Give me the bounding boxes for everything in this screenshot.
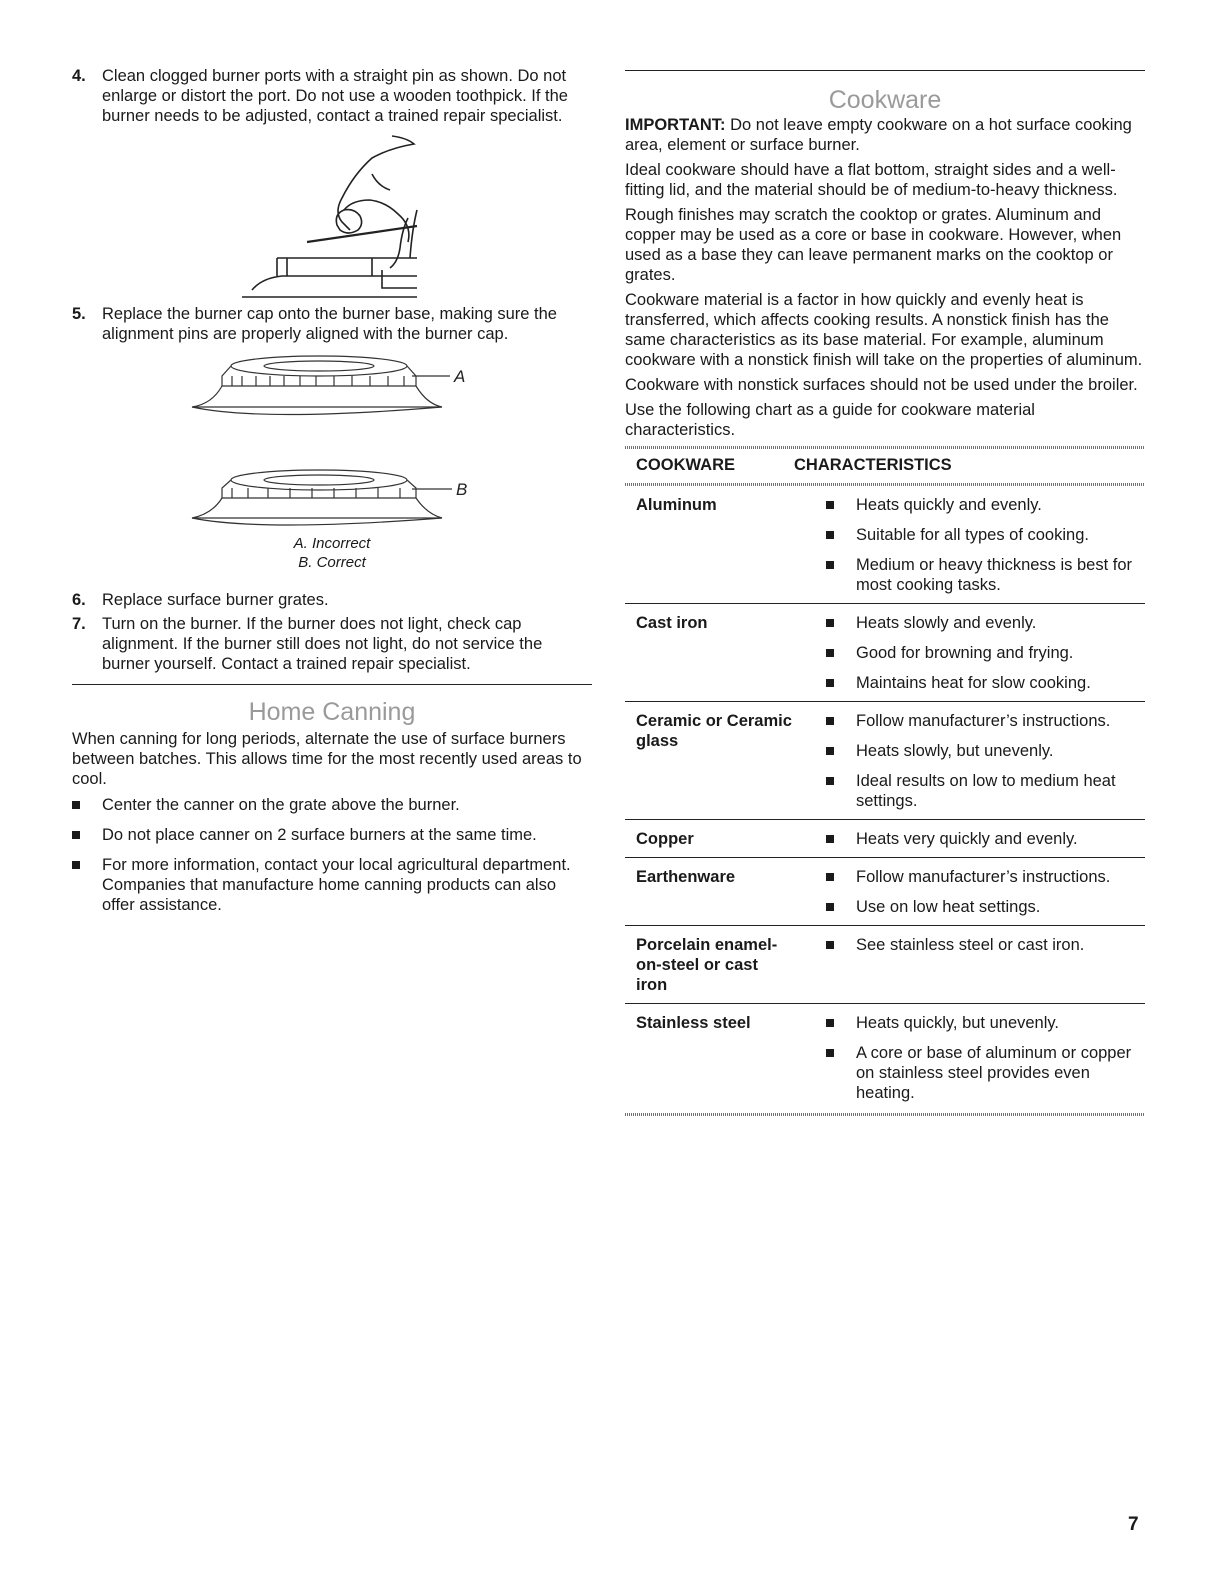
characteristics-cell <box>826 486 1145 604</box>
characteristic: Follow manufacturer’s instructions. <box>856 712 1111 730</box>
figure-caption <box>72 534 592 572</box>
table-row <box>625 604 1145 702</box>
section-divider <box>625 70 1145 71</box>
step-6 <box>72 590 592 610</box>
cookware-name: Aluminum <box>625 486 826 604</box>
step-7 <box>72 614 592 674</box>
pin-cleaning-illustration <box>72 130 592 300</box>
characteristic: Heats slowly and evenly. <box>856 614 1037 632</box>
paragraph: Cookware material is a factor in how quickly and evenly heat is transferred, which affects cooking results. A nonstick finish has the same characteristics as its base material. For example, aluminum cookware with a nonstick finish will take on the properties of aluminum. <box>625 291 1143 369</box>
burner-cap-illustration <box>72 352 592 532</box>
important-text: Do not leave empty cookware on a hot surface cooking area, element or surface burner. <box>625 116 1132 154</box>
bullet-icon <box>826 679 834 687</box>
list-item <box>826 555 1145 595</box>
cookware-name: Cast iron <box>625 604 826 702</box>
list-item <box>826 643 1145 663</box>
table-header-row <box>625 449 1145 483</box>
characteristic: Heats slowly, but unevenly. <box>856 742 1054 760</box>
characteristic: See stainless steel or cast iron. <box>856 936 1085 954</box>
home-canning-title: Home Canning <box>248 698 416 726</box>
bullet-icon <box>72 861 80 869</box>
characteristic: Maintains heat for slow cooking. <box>856 674 1091 692</box>
list-item <box>826 711 1145 731</box>
table-row <box>625 702 1145 820</box>
list-item <box>826 867 1145 887</box>
caption-a: A. Incorrect <box>293 535 371 552</box>
step-number: 7. <box>72 615 86 633</box>
paragraph: Cookware with nonstick surfaces should not be used under the broiler. <box>625 376 1138 394</box>
table-row <box>625 1004 1145 1112</box>
bullet-icon <box>826 777 834 785</box>
table-header-rule <box>625 483 1145 486</box>
step-4 <box>72 66 592 126</box>
characteristic: Heats quickly and evenly. <box>856 496 1042 514</box>
table-top-rule <box>625 446 1145 449</box>
cookware-table <box>625 449 1145 483</box>
characteristics-cell <box>826 1004 1145 1112</box>
page-number: 7 <box>1128 1514 1139 1535</box>
figure-label-b: B <box>456 480 468 499</box>
bullet-icon <box>826 649 834 657</box>
characteristic: Heats quickly, but unevenly. <box>856 1014 1059 1032</box>
list-item <box>826 613 1145 633</box>
bullet-icon <box>826 1019 834 1027</box>
bullet-icon <box>72 831 80 839</box>
paragraph: Rough finishes may scratch the cooktop or grates. Aluminum and copper may be used as a core or base in cookware. However, when used as a base they can leave permanent marks on the cooktop or grates. <box>625 206 1122 284</box>
table-row <box>625 820 1145 858</box>
step-number: 6. <box>72 591 86 609</box>
list-item <box>72 855 592 915</box>
step-number: 5. <box>72 305 86 323</box>
bullet-icon <box>826 835 834 843</box>
characteristic: Use on low heat settings. <box>856 898 1041 916</box>
characteristics-cell <box>826 604 1145 702</box>
list-item <box>826 1043 1145 1103</box>
table-row <box>625 858 1145 926</box>
burner-cap-icon <box>72 352 592 532</box>
bullet-icon <box>826 501 834 509</box>
characteristic: Ideal results on low to medium heat settings. <box>856 772 1116 810</box>
list-item <box>826 495 1145 515</box>
characteristic: Suitable for all types of cooking. <box>856 526 1089 544</box>
cookware-name: Copper <box>625 820 826 858</box>
bullet-icon <box>826 1049 834 1057</box>
list-item <box>826 673 1145 693</box>
step-text: Turn on the burner. If the burner does not light, check cap alignment. If the burner still does not light, do not service the burner yourself. Contact a trained repair specialist. <box>102 615 543 673</box>
list-item <box>826 935 1145 955</box>
section-divider <box>72 684 592 685</box>
column-header: CHARACTERISTICS <box>794 456 952 474</box>
table-row <box>625 486 1145 604</box>
characteristics-cell <box>826 858 1145 926</box>
bullet-icon <box>826 561 834 569</box>
bullet-text: Do not place canner on 2 surface burners at the same time. <box>102 826 537 844</box>
bullet-icon <box>826 747 834 755</box>
bullet-icon <box>826 619 834 627</box>
list-item <box>826 829 1145 849</box>
right-column <box>625 70 1145 1116</box>
cookware-name: Ceramic or Ceramic glass <box>625 702 826 820</box>
bullet-text: For more information, contact your local agricultural department. Companies that manufacture home canning products can also offer assistance. <box>102 856 571 914</box>
bullet-icon <box>826 873 834 881</box>
cookware-name: Porcelain enamel-on-steel or cast iron <box>625 926 826 1004</box>
bullet-icon <box>826 717 834 725</box>
list-item <box>826 771 1145 811</box>
characteristic: A core or base of aluminum or copper on stainless steel provides even heating. <box>856 1044 1132 1102</box>
figure-label-a: A <box>454 367 466 386</box>
cookware-table-body <box>625 486 1145 1111</box>
characteristics-cell <box>826 702 1145 820</box>
bullet-icon <box>826 531 834 539</box>
list-item <box>826 897 1145 917</box>
table-row <box>625 926 1145 1004</box>
list-item <box>826 525 1145 545</box>
list-item <box>72 795 592 815</box>
cookware-name: Stainless steel <box>636 1014 751 1032</box>
characteristics-cell <box>826 820 1145 858</box>
cookware-title: Cookware <box>828 86 942 114</box>
step-text: Replace surface burner grates. <box>102 591 329 609</box>
table-bottom-rule <box>625 1113 1145 1116</box>
bullet-text: Center the canner on the grate above the burner. <box>102 796 460 814</box>
cookware-name: Earthenware <box>625 858 826 926</box>
characteristic: Follow manufacturer’s instructions. <box>856 868 1111 886</box>
important-note <box>625 115 1145 155</box>
list-item <box>826 1013 1145 1033</box>
characteristics-cell <box>826 926 1145 1004</box>
hand-pin-icon <box>72 130 592 300</box>
characteristic: Heats very quickly and evenly. <box>856 830 1078 848</box>
caption-b: B. Correct <box>298 554 366 571</box>
important-label: IMPORTANT: <box>625 116 726 134</box>
paragraph: Ideal cookware should have a flat bottom, straight sides and a well-fitting lid, and the material should be of medium-to-heavy thickness. <box>625 161 1118 199</box>
paragraph: Use the following chart as a guide for cookware material characteristics. <box>625 401 1035 439</box>
step-number: 4. <box>72 67 86 85</box>
step-5 <box>72 304 592 344</box>
characteristic: Medium or heavy thickness is best for most cooking tasks. <box>856 556 1133 594</box>
characteristic: Good for browning and frying. <box>856 644 1074 662</box>
step-text: Replace the burner cap onto the burner base, making sure the alignment pins are properly aligned with the burner cap. <box>102 305 557 343</box>
home-canning-intro: When canning for long periods, alternate the use of surface burners between batches. This allows time for the most recently used areas to cool. <box>72 730 582 788</box>
list-item <box>72 825 592 845</box>
bullet-icon <box>826 903 834 911</box>
column-header: COOKWARE <box>636 456 735 474</box>
bullet-icon <box>826 941 834 949</box>
bullet-icon <box>72 801 80 809</box>
step-text: Clean clogged burner ports with a straight pin as shown. Do not enlarge or distort the port. Do not use a wooden toothpick. If the burner needs to be adjusted, contact a trained repair specialist. <box>102 67 568 125</box>
list-item <box>826 741 1145 761</box>
left-column <box>72 66 592 925</box>
